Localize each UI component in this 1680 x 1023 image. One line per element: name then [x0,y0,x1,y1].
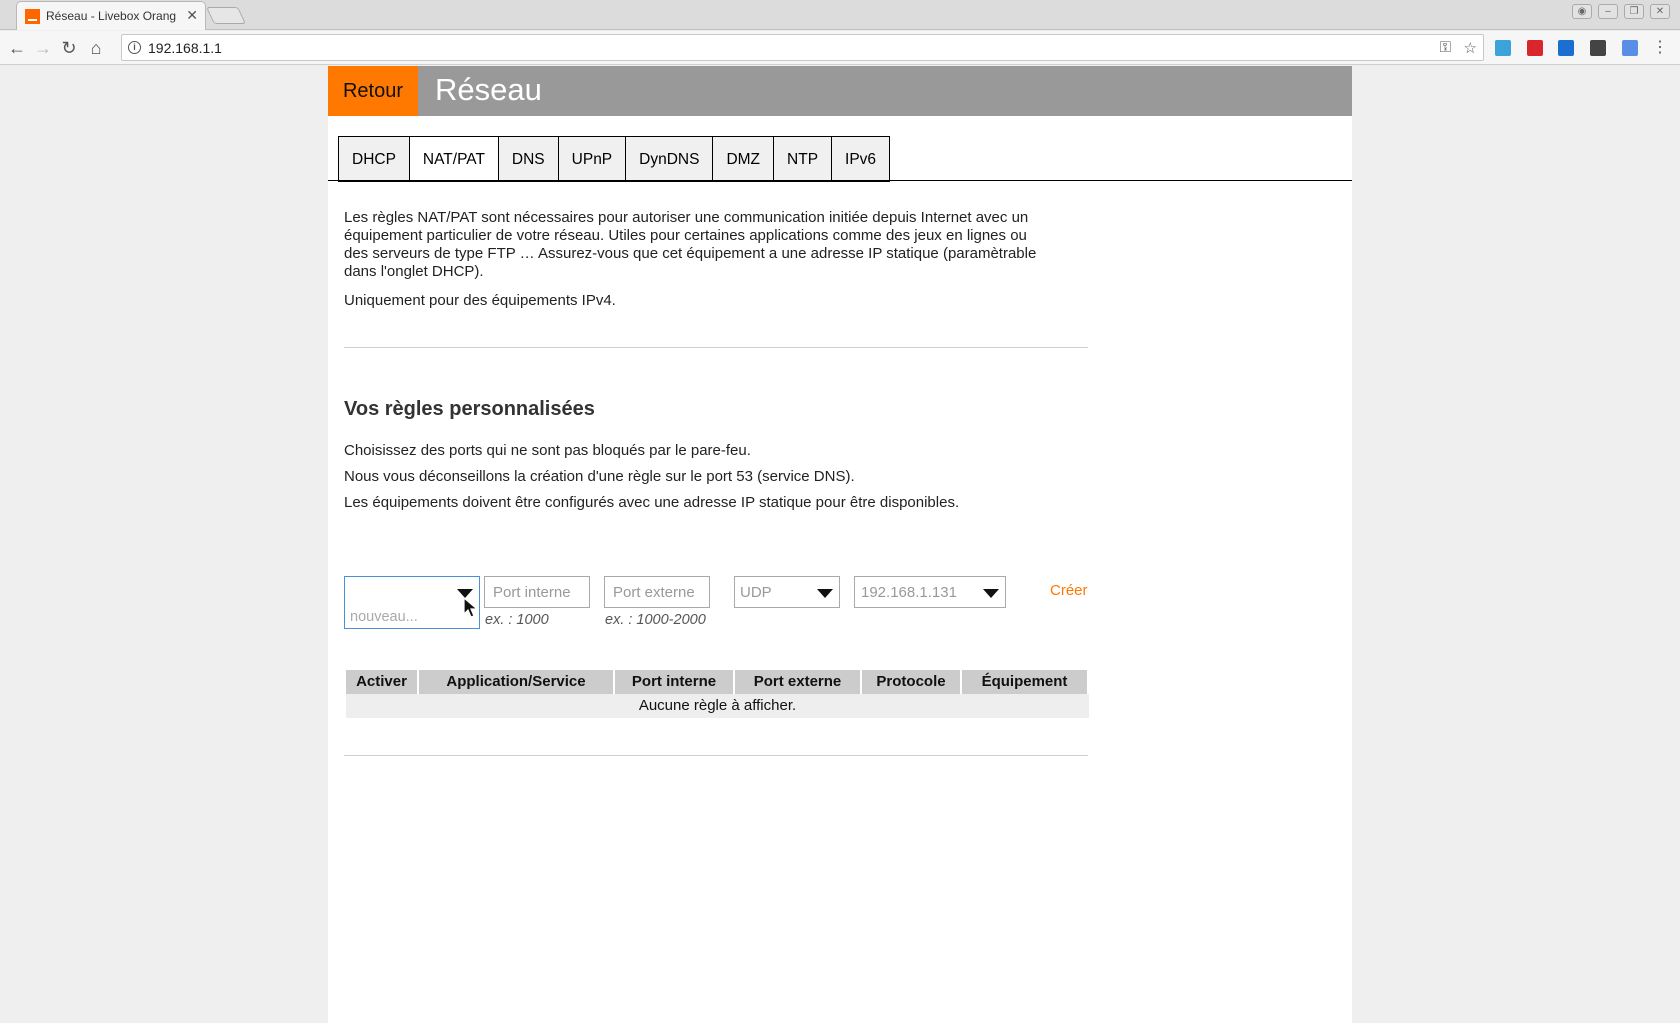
tab-dmz[interactable]: DMZ [712,136,773,182]
tab-nat-pat[interactable]: NAT/PAT [409,136,498,182]
tabs-underline [328,180,1352,181]
browser-tab[interactable] [16,1,206,30]
tab-ipv6[interactable]: IPv6 [831,136,890,182]
chevron-down-icon[interactable] [817,589,833,598]
port-internal-input[interactable] [484,576,590,608]
divider [344,755,1088,756]
extension-blue-icon[interactable] [1622,40,1638,56]
ipv4-note: Uniquement pour des équipements IPv4. [344,292,616,309]
column-header: Port externe [735,670,860,694]
divider [344,347,1088,348]
protocol-value: UDP [740,584,772,601]
extension-flag-icon[interactable] [1558,40,1574,56]
chevron-down-icon[interactable] [983,589,999,598]
create-rule-button[interactable]: Créer [1050,582,1088,599]
extension-dots-icon[interactable] [1590,40,1606,56]
port-external-hint: ex. : 1000-2000 [605,612,706,628]
network-tabs [338,136,890,182]
rules-info-line: Choisissez des ports qui ne sont pas bloqués par le pare-feu. [344,442,751,459]
rules-table [346,670,1089,718]
port-external-placeholder: Port externe [613,584,695,601]
column-header: Port interne [615,670,733,694]
back-button[interactable]: Retour [328,66,418,116]
extension-chart-icon[interactable] [1495,40,1511,56]
tab-dns[interactable]: DNS [498,136,558,182]
service-combobox[interactable] [344,576,480,608]
livebox-page [328,66,1352,1023]
mouse-cursor-icon [463,597,479,619]
tab-ntp[interactable]: NTP [773,136,831,182]
table-header [346,670,1089,694]
reload-icon[interactable]: ↻ [61,38,77,58]
url-text: 192.168.1.1 [148,40,222,56]
browser-toolbar [0,31,1680,65]
bookmark-star-icon[interactable]: ☆ [1463,40,1477,57]
tab-dhcp[interactable]: DHCP [338,136,409,182]
tab-dyndns[interactable]: DynDNS [625,136,712,182]
close-window-button[interactable]: ✕ [1650,4,1670,19]
port-internal-hint: ex. : 1000 [485,612,549,628]
new-tab-button[interactable] [206,7,246,24]
protocol-select[interactable] [734,576,840,608]
nat-pat-intro: Les règles NAT/PAT sont nécessaires pour autoriser une communication initiée depuis Internet avec un équipement particulier de votre réseau. Utiles pour certaines applications comme des jeux en lignes ou des serveurs de type FTP … Assurez-vous que cet équipement a une adresse IP statique (paramètrable dans l'onglet DHCP). [344,209,1037,280]
extension-red-icon[interactable] [1527,40,1543,56]
page-header [328,66,1352,116]
profile-icon[interactable]: ◉ [1572,4,1592,19]
back-arrow-icon[interactable]: ← [8,38,26,58]
key-icon[interactable]: ⚿ [1439,39,1451,56]
address-bar[interactable] [121,34,1484,61]
device-select[interactable] [854,576,1006,608]
maximize-button[interactable]: ❐ [1624,4,1644,19]
table-empty-message: Aucune règle à afficher. [346,694,1089,718]
column-header: Activer [346,670,417,694]
browser-menu-icon[interactable]: ⋮ [1652,39,1668,56]
tab-upnp[interactable]: UPnP [558,136,626,182]
forward-arrow-icon[interactable]: → [34,38,52,58]
column-header: Application/Service [419,670,613,694]
page-title: Réseau [435,72,542,107]
column-header: Protocole [862,670,960,694]
site-info-icon[interactable]: i [128,41,141,54]
rules-section-title: Vos règles personnalisées [344,398,595,420]
minimize-button[interactable]: – [1598,4,1618,19]
window-controls [1572,4,1670,19]
port-external-input[interactable] [604,576,710,608]
orange-favicon-icon [25,9,40,24]
home-icon[interactable]: ⌂ [90,38,102,58]
port-internal-placeholder: Port interne [493,584,571,601]
rules-info-line: Nous vous déconseillons la création d'une règle sur le port 53 (service DNS). [344,468,855,485]
service-dropdown-option[interactable]: nouveau... [344,607,480,629]
column-header: Équipement [962,670,1087,694]
browser-tabstrip [0,0,1680,30]
device-value: 192.168.1.131 [861,584,957,601]
tab-title: Réseau - Livebox Orang [46,9,177,23]
close-tab-icon[interactable]: ✕ [186,7,198,23]
rules-info-line: Les équipements doivent être configurés avec une adresse IP statique pour être disponibles. [344,494,960,511]
